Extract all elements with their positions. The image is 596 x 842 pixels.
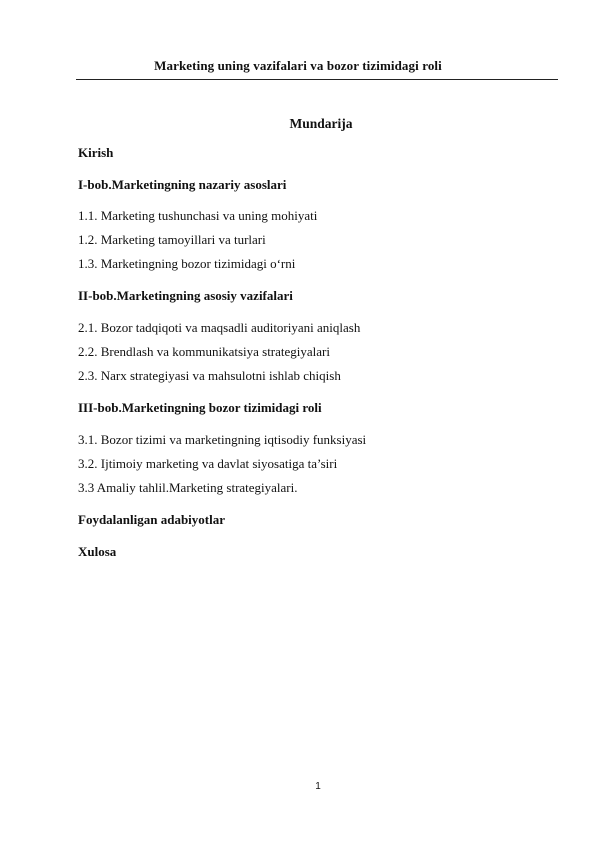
- toc-section-3-1: 3.1. Bozor tizimi va marketingning iqtisodiy funksiyasi: [78, 432, 367, 447]
- toc-entry-references: Foydalanligan adabiyotlar: [78, 512, 225, 527]
- toc-chapter-2: II-bob.Marketingning asosiy vazifalari: [78, 288, 293, 303]
- toc-chapter-1: I-bob.Marketingning nazariy asoslari: [78, 177, 287, 192]
- toc-section-2-2: 2.2. Brendlash va kommunikatsiya strategiyalari: [78, 344, 330, 359]
- running-header-title: Marketing uning vazifalari va bozor tizimidagi roli: [154, 58, 442, 73]
- toc-section-2-3: 2.3. Narx strategiyasi va mahsulotni ishlab chiqish: [78, 368, 341, 383]
- toc-section-1-3: 1.3. Marketingning bozor tizimidagi o‘rni: [78, 256, 296, 271]
- toc-section-1-1: 1.1. Marketing tushunchasi va uning mohiyati: [78, 208, 318, 223]
- toc-section-2-1: 2.1. Bozor tadqiqoti va maqsadli auditoriyani aniqlash: [78, 320, 361, 335]
- toc-section-1-2: 1.2. Marketing tamoyillari va turlari: [78, 232, 266, 247]
- toc-section-3-2: 3.2. Ijtimoiy marketing va davlat siyosatiga ta’siri: [78, 456, 338, 471]
- table-of-contents-title: Mundarija: [289, 116, 353, 131]
- header-divider: [76, 79, 558, 80]
- toc-entry-conclusion: Xulosa: [78, 544, 117, 559]
- toc-chapter-3: III-bob.Marketingning bozor tizimidagi roli: [78, 400, 322, 415]
- page-number: 1: [315, 781, 321, 792]
- toc-entry-kirish: Kirish: [78, 145, 114, 160]
- toc-section-3-3: 3.3 Amaliy tahlil.Marketing strategiyalari.: [78, 480, 298, 495]
